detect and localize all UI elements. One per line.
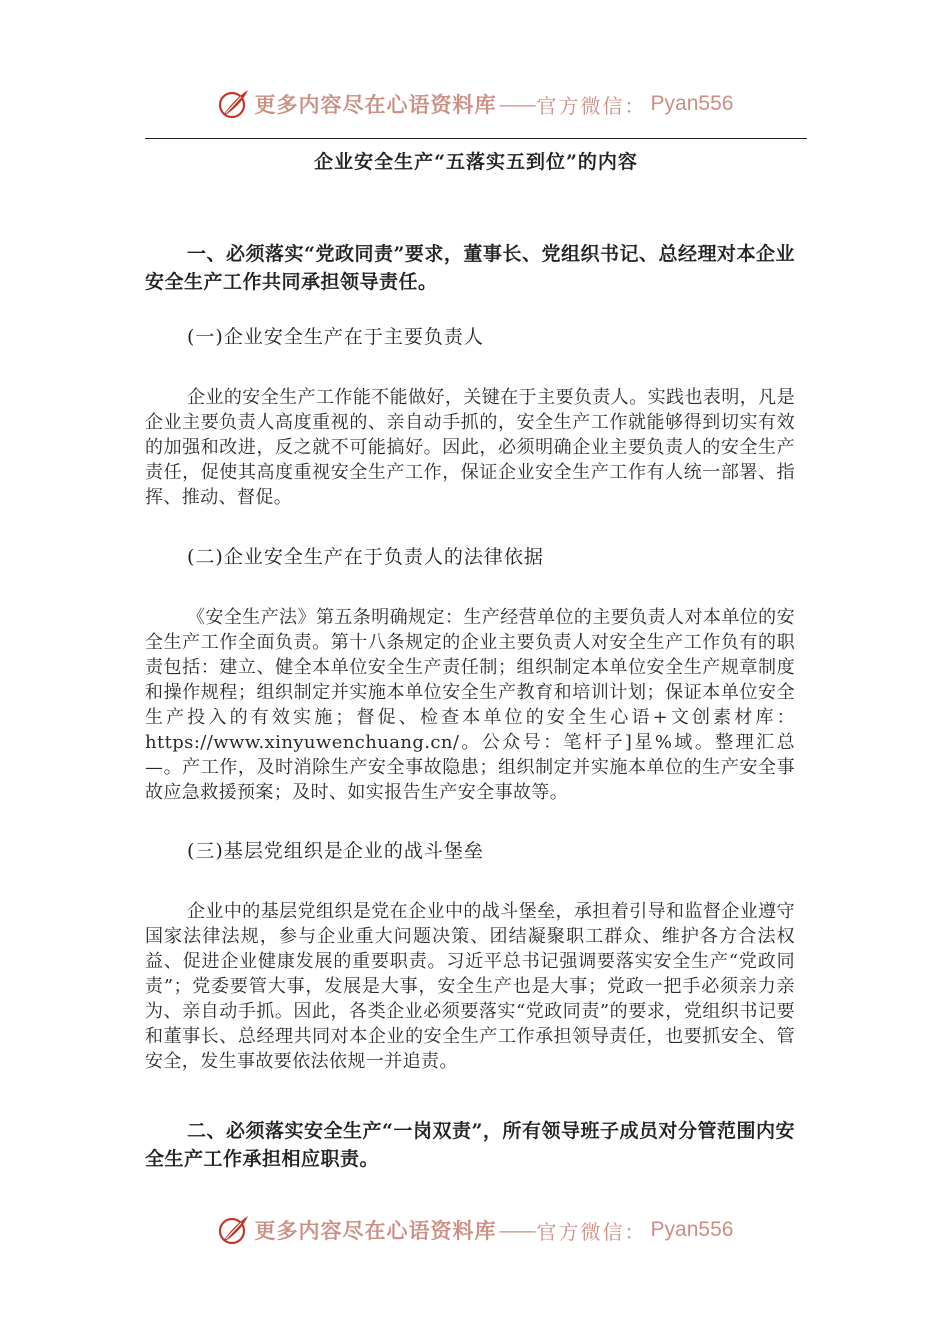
banner-slogan: 更多内容尽在心语资料库 — [254, 92, 497, 117]
paragraph-1: 企业的安全生产工作能不能做好，关键在于主要负责人。实践也表明，凡是企业主要负责人高度重视的、亲自动手抓的，安全生产工作就能够得到切实有效的加强和改进，反之就不可能搞好。因此，必须明确企业主要负责人的安全生产责任，促使其高度重视安全生产工作，保证企业安全生产工作有人统一部署、指挥、推动、督促。 — [145, 387, 795, 508]
paragraph-2: 《安全生产法》第五条明确规定：生产经营单位的主要负责人对本单位的安全生产工作全面负责。第十八条规定的企业主要负责人对安全生产工作负有的职责包括：建立、健全本单位安全生产责任制；组织制定本单位安全生产规章制度和操作规程；组织制定并实施本单位安全生产教育和培训计划；保证本单位安全生产投入的有效实施；督促、检查本单位的安全生心语+文创素材库：https://www.xinyuwenchuang.cn/。公众号：笔杆子]星%域。整理汇总—。产工作，及时消除生产安全事故隐患；组织制定并实施本单位的生产安全事故应急救援预案；及时、如实报告生产安全事故等。 — [145, 607, 795, 803]
header-rule — [145, 138, 807, 139]
banner-separator: —— — [498, 92, 535, 116]
subheading-2: (二)企业安全生产在于负责人的法律依据 — [187, 546, 544, 568]
banner-separator: —— — [498, 1218, 535, 1242]
banner-handle: Pyan556 — [650, 1218, 734, 1241]
banner-wechat-label: 官方微信： — [536, 1219, 647, 1244]
page-title: 企业安全生产“五落实五到位”的内容 — [314, 151, 638, 173]
subheading-3: (三)基层党组织是企业的战斗堡垒 — [187, 840, 484, 862]
section2-heading: 二、必须落实安全生产“一岗双责”，所有领导班子成员对分管范围内安全生产工作承担相应职责。 — [145, 1120, 795, 1170]
paragraph-3: 企业中的基层党组织是党在企业中的战斗堡垒，承担着引导和监督企业遵守国家法律法规，参与企业重大问题决策、团结凝聚职工群众、维护各方合法权益、促进企业健康发展的重要职责。习近平总书记强调要落实安全生产“党政同责”；党委要管大事，发展是大事，安全生产也是大事；党政一把手必须亲力亲为、亲自动手抓。因此，各类企业必须要落实“党政同责”的要求，党组织书记要和董事长、总经理共同对本企业的安全生产工作承担领导责任，也要抓安全、管安全，发生事故要依法依规一并追责。 — [145, 901, 795, 1072]
quill-logo-icon — [217, 87, 251, 121]
banner-slogan: 更多内容尽在心语资料库 — [254, 1218, 497, 1243]
section1-heading: 一、必须落实“党政同责”要求，董事长、党组织书记、总经理对本企业安全生产工作共同承担领导责任。 — [145, 243, 795, 293]
footer-banner — [0, 1210, 950, 1250]
header-banner — [0, 84, 950, 124]
banner-wechat-label: 官方微信： — [536, 93, 647, 118]
quill-logo-icon — [217, 1213, 251, 1247]
subheading-1: (一)企业安全生产在于主要负责人 — [187, 326, 484, 348]
banner-handle: Pyan556 — [650, 92, 734, 115]
